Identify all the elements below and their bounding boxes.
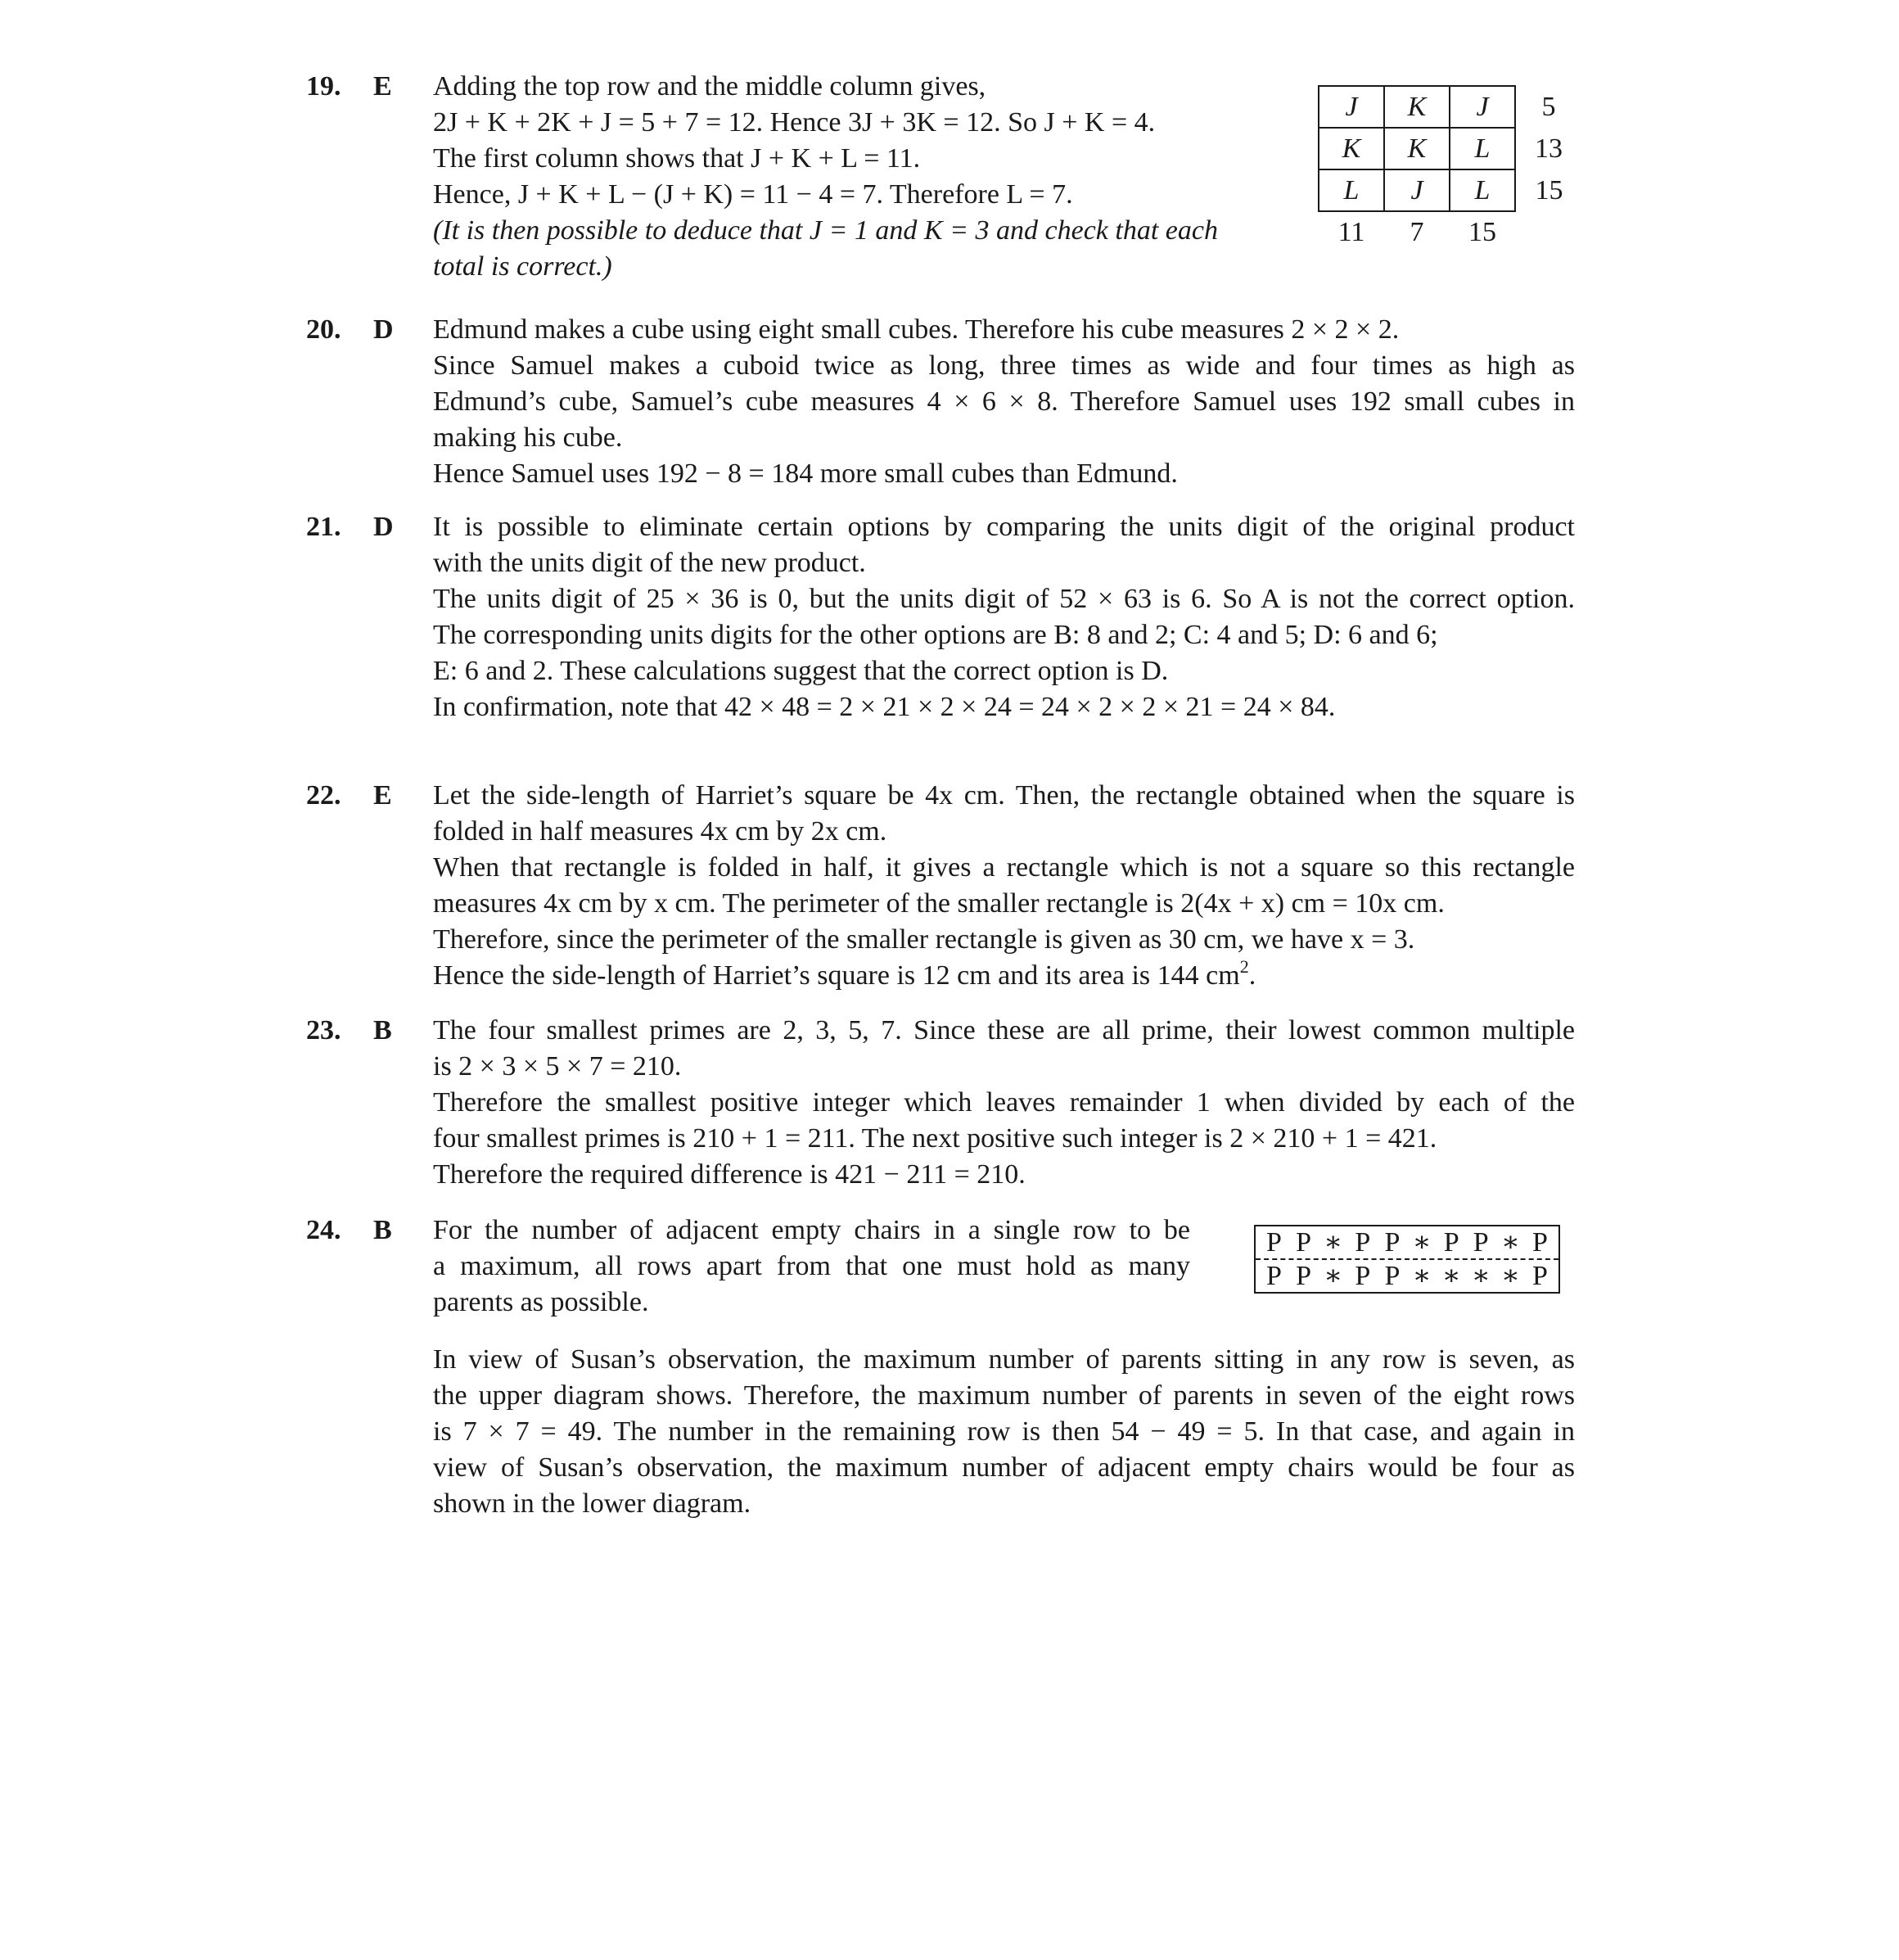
solution-line: Edmund’s cube, Samuel’s cube measures 4 × 6 × 8. Therefore Samuel uses 192 small cubes in xyxy=(433,386,1575,417)
grid-cell: K xyxy=(1384,128,1450,169)
seat: P xyxy=(1266,1261,1282,1291)
seat: P xyxy=(1473,1227,1489,1258)
solution-text xyxy=(433,1213,1190,1321)
seat: P xyxy=(1443,1227,1459,1258)
solution-text xyxy=(433,69,1218,285)
solution-line: making his cube. xyxy=(433,422,623,453)
question-number: 22. xyxy=(306,780,341,811)
answer-letter: B xyxy=(373,1015,392,1045)
grid-cell: K xyxy=(1384,86,1450,128)
row-total: 15 xyxy=(1535,174,1563,205)
solution-line: Adding the top row and the middle column gives, xyxy=(433,71,986,102)
letter-grid xyxy=(1318,85,1583,253)
answer-letter: D xyxy=(373,512,394,542)
solution-line: In confirmation, note that 42 × 48 = 2 × 21 × 2 × 24 = 24 × 2 × 2 × 21 = 24 × 84. xyxy=(433,692,1336,722)
solution-line: Hence Samuel uses 192 − 8 = 184 more small cubes than Edmund. xyxy=(433,458,1178,489)
solution-line: When that rectangle is folded in half, it gives a rectangle which is not a square so this rectangle xyxy=(433,852,1575,883)
solution-line: In view of Susan’s observation, the maximum number of parents sitting in any row is seven, as xyxy=(433,1344,1575,1375)
solution-text xyxy=(433,312,1575,492)
column-total: 7 xyxy=(1410,217,1424,247)
solution-line: The first column shows that J + K + L = 11. xyxy=(433,143,921,174)
grid-cell: L xyxy=(1319,169,1384,211)
seat: ∗ xyxy=(1500,1261,1520,1291)
row-total: 13 xyxy=(1535,133,1563,164)
solution-line: It is possible to eliminate certain options by comparing the units digit of the original product xyxy=(433,512,1575,542)
seat: P xyxy=(1532,1261,1548,1291)
grid-cell: L xyxy=(1450,128,1515,169)
solution-line: measures 4x cm by x cm. The perimeter of the smaller rectangle is 2(4x + x) cm = 10x cm. xyxy=(433,888,1445,919)
answer-letter: B xyxy=(373,1215,392,1245)
solution-line: E: 6 and 2. These calculations suggest that the correct option is D. xyxy=(433,656,1169,686)
solution-line: Therefore the required difference is 421 − 211 = 210. xyxy=(433,1159,1026,1190)
seat: P xyxy=(1296,1261,1312,1291)
grid-cell: J xyxy=(1319,86,1384,128)
question-number: 24. xyxy=(306,1215,341,1245)
seat: ∗ xyxy=(1412,1261,1432,1291)
grid-cell: J xyxy=(1450,86,1515,128)
solution-line: total is correct.) xyxy=(433,251,612,282)
seat: ∗ xyxy=(1324,1261,1343,1291)
answer-letter: E xyxy=(373,780,392,811)
column-total: 15 xyxy=(1468,217,1496,247)
seat: ∗ xyxy=(1471,1261,1491,1291)
solution-line: folded in half measures 4x cm by 2x cm. xyxy=(433,816,887,847)
solution-line xyxy=(433,958,1575,994)
seat: ∗ xyxy=(1441,1261,1461,1291)
solution-line: Since Samuel makes a cuboid twice as long, three times as wide and four times as high as xyxy=(433,350,1575,381)
solution-line-text: Hence the side-length of Harriet’s square is 12 cm and its area is 144 cm xyxy=(433,960,1240,991)
grid-cell: J xyxy=(1384,169,1450,211)
solution-paragraph xyxy=(433,1342,1575,1522)
solution-line: The units digit of 25 × 36 is 0, but the units digit of 52 × 63 is 6. So A is not the correct option. xyxy=(433,584,1575,614)
solution-line: For the number of adjacent empty chairs in a single row to be xyxy=(433,1215,1190,1245)
seat: P xyxy=(1532,1227,1548,1258)
solution-line: The corresponding units digits for the other options are B: 8 and 2; C: 4 and 5; D: 6 and 6; xyxy=(433,620,1438,650)
solution-line: is 2 × 3 × 5 × 7 = 210. xyxy=(433,1051,682,1082)
question-number: 21. xyxy=(306,512,341,542)
seat: P xyxy=(1296,1227,1312,1258)
seat: P xyxy=(1355,1261,1371,1291)
question-number: 20. xyxy=(306,314,341,345)
solution-line: four smallest primes is 210 + 1 = 211. The next positive such integer is 2 × 210 + 1 = 421. xyxy=(433,1123,1437,1154)
row-total: 5 xyxy=(1541,91,1556,122)
solution-line: view of Susan’s observation, the maximum number of adjacent empty chairs would be four as xyxy=(433,1452,1575,1483)
solution-line: parents as possible. xyxy=(433,1287,649,1317)
seat: ∗ xyxy=(1500,1227,1520,1258)
grid-cell: K xyxy=(1319,128,1384,169)
solution-line: Therefore the smallest positive integer which leaves remainder 1 when divided by each of the xyxy=(433,1087,1575,1118)
solution-text xyxy=(433,1013,1575,1193)
superscript: 2 xyxy=(1239,956,1249,977)
seat: P xyxy=(1355,1227,1371,1258)
solution-line: Therefore, since the perimeter of the smaller rectangle is given as 30 cm, we have x = 3. xyxy=(433,924,1415,955)
solution-line: Hence, J + K + L − (J + K) = 11 − 4 = 7. Therefore L = 7. xyxy=(433,179,1073,210)
sentence-end: . xyxy=(1248,960,1256,991)
solution-line: shown in the lower diagram. xyxy=(433,1488,751,1519)
lower-row xyxy=(1256,1260,1558,1292)
question-number: 23. xyxy=(306,1015,341,1045)
grid-cell: L xyxy=(1450,169,1515,211)
solution-line: Edmund makes a cube using eight small cubes. Therefore his cube measures 2 × 2 × 2. xyxy=(433,314,1400,345)
answer-letter: E xyxy=(373,71,392,102)
solution-text xyxy=(433,778,1575,994)
solution-text xyxy=(433,509,1575,725)
solution-line: is 7 × 7 = 49. The number in the remaining row is then 54 − 49 = 5. In that case, and again in xyxy=(433,1416,1575,1447)
seat: ∗ xyxy=(1324,1227,1343,1258)
solution-line: a maximum, all rows apart from that one must hold as many xyxy=(433,1251,1190,1281)
column-total: 11 xyxy=(1337,217,1365,247)
seat: P xyxy=(1384,1227,1401,1258)
chairs-diagram xyxy=(1254,1225,1560,1294)
solution-line: the upper diagram shows. Therefore, the maximum number of parents in seven of the eight rows xyxy=(433,1380,1575,1411)
solution-line: Let the side-length of Harriet’s square be 4x cm. Then, the rectangle obtained when the square is xyxy=(433,780,1575,811)
seat: P xyxy=(1266,1227,1282,1258)
question-number: 19. xyxy=(306,71,341,102)
answer-letter: D xyxy=(373,314,394,345)
solution-line: with the units digit of the new product. xyxy=(433,548,866,578)
solution-line: The four smallest primes are 2, 3, 5, 7. Since these are all prime, their lowest common multiple xyxy=(433,1015,1575,1045)
seat: P xyxy=(1384,1261,1401,1291)
upper-row xyxy=(1256,1226,1558,1260)
seat: ∗ xyxy=(1412,1227,1432,1258)
solution-line: (It is then possible to deduce that J = 1 and K = 3 and check that each xyxy=(433,215,1218,246)
solution-line: 2J + K + 2K + J = 5 + 7 = 12. Hence 3J + 3K = 12. So J + K = 4. xyxy=(433,107,1156,138)
